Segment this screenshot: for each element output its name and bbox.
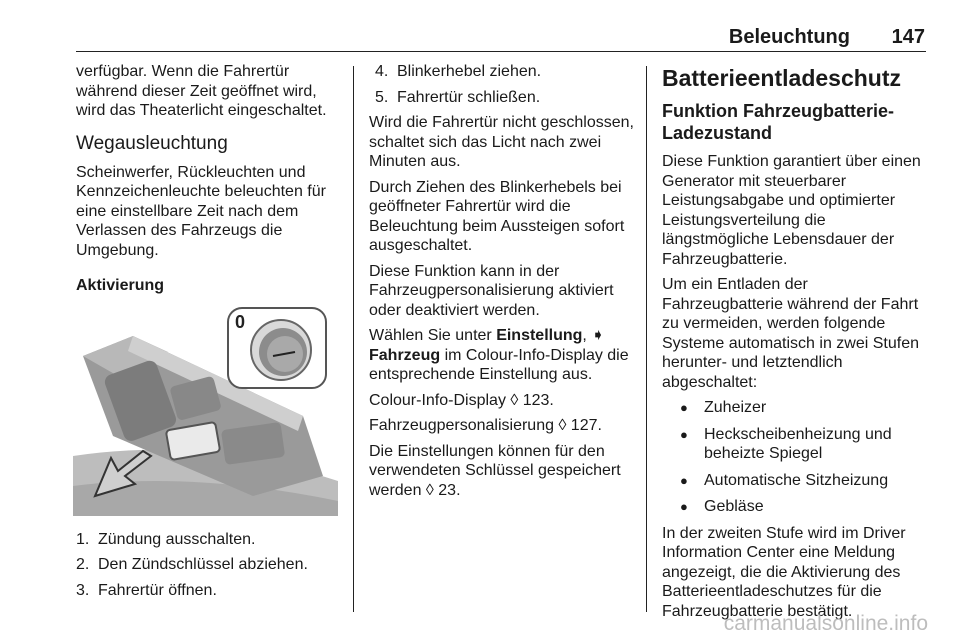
cross-reference: Fahrzeugpersonalisierung ◊ 127. xyxy=(369,417,602,434)
settings-paragraph: Wählen Sie unter Einstellung, ➧ Fahrzeug im Colour-Info-Display die entsprechende Einstellung aus. xyxy=(369,327,629,383)
column-divider-2 xyxy=(646,66,647,612)
list-item: 2. Den Zündschlüssel abziehen. xyxy=(76,556,308,573)
steps-list-1 xyxy=(76,530,341,601)
list-item: 5. Fahrertür schließen. xyxy=(375,88,541,106)
list-item: ● Automatische Sitzheizung xyxy=(662,471,930,491)
paragraph: Um ein Entladen der Fahrzeugbatterie während der Fahrt zu vermeiden, werden folgende Systeme automatisch in zwei Stufen herunter- und letztendlich abgeschaltet: xyxy=(662,276,920,391)
list-item: 3. Fahrertür öffnen. xyxy=(76,581,217,599)
column-1 xyxy=(76,62,341,606)
column-divider-1 xyxy=(353,66,354,612)
header-divider xyxy=(76,51,926,52)
paragraph: Diese Funktion kann in der Fahrzeugpersonalisierung aktiviert oder deaktiviert werden. xyxy=(369,262,614,319)
section-title: Beleuchtung xyxy=(728,26,850,48)
column-2 xyxy=(369,62,634,506)
menu-ref-einstellung: Einstellung xyxy=(496,327,583,344)
intro-paragraph: verfügbar. Wenn die Fahrertür während dieser Zeit geöffnet wird, wird das Theaterlicht eingeschaltet. xyxy=(76,63,327,119)
list-item: 1. Zündung ausschalten. xyxy=(76,530,256,548)
paragraph: In der zweiten Stufe wird im Driver Information Center eine Meldung angezeigt, die die Aktivierung des Batterieentladeschutzes für die Fahrzeugbatterie bestätigt. xyxy=(662,524,906,620)
paragraph: Diese Funktion garantiert über einen Generator mit steuerbarer Leistungsabgabe und optimierter Leistungsverteilung die längstmögliche Lebensdauer der Fahrzeugbatterie. xyxy=(662,153,921,268)
paragraph: Durch Ziehen des Blinkerhebels bei geöffneter Fahrertür wird die Beleuchtung beim Aussteigen sofort ausgeschaltet. xyxy=(369,178,625,254)
wegausleuchtung-paragraph: Scheinwerfer, Rückleuchten und Kennzeichenleuchte beleuchten für eine einstellbare Zeit nach dem Verlassen des Fahrzeugs die Umgebung. xyxy=(76,163,326,259)
steps-list-2 xyxy=(369,62,634,107)
cross-reference: Colour-Info-Display ◊ 123. xyxy=(369,391,554,409)
turn-signal-lever-illustration xyxy=(73,306,338,516)
heading-wegausleuchtung: Wegausleuchtung xyxy=(76,132,228,154)
figure-label: 0 xyxy=(235,311,246,332)
paragraph: Wird die Fahrertür nicht geschlossen, schaltet sich das Licht nach zwei Minuten aus. xyxy=(369,114,634,170)
list-item: ● Zuheizer xyxy=(662,398,930,418)
column-3 xyxy=(662,62,930,627)
systems-list xyxy=(662,398,930,517)
list-item: 4. Blinkerhebel ziehen. xyxy=(375,63,542,80)
heading-batterieentladeschutz: Batterieentladeschutz xyxy=(662,65,902,91)
heading-aktivierung: Aktivierung xyxy=(76,277,165,294)
page-number: 147 xyxy=(891,26,925,48)
list-item: ● Gebläse xyxy=(662,497,930,517)
menu-ref-fahrzeug: Fahrzeug xyxy=(369,346,441,364)
subheading-funktion: Funktion Fahrzeugbatterie-Ladezustand xyxy=(662,101,895,143)
watermark: carmanualsonline.info xyxy=(723,612,928,635)
list-item: ● Heckscheibenheizung und beheizte Spiegel xyxy=(662,425,930,464)
paragraph: Die Einstellungen können für den verwendeten Schlüssel gespeichert werden ◊ 23. xyxy=(369,442,621,499)
